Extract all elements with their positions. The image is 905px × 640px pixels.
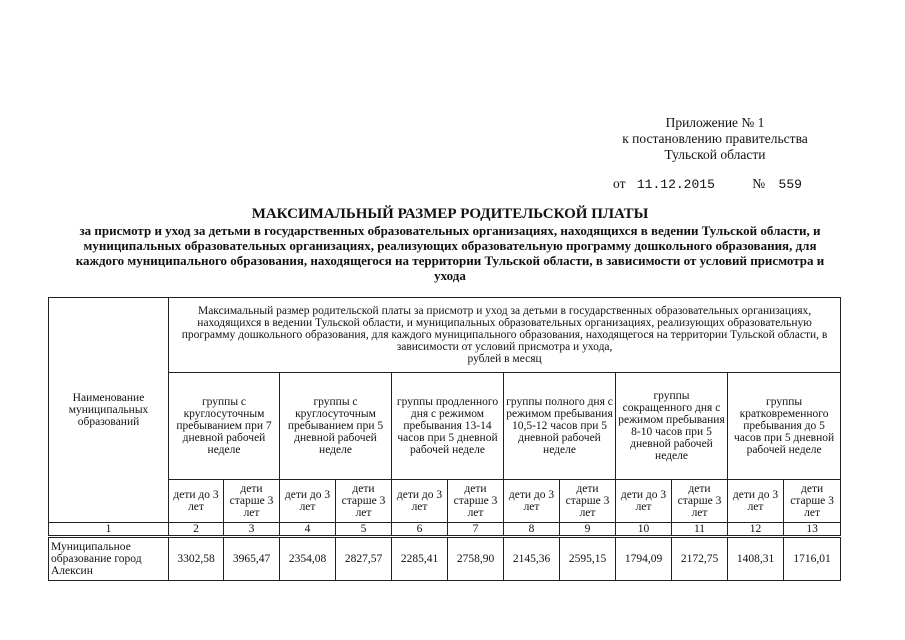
column-number: 10: [616, 523, 672, 537]
group-header-5: группы сокращенного дня с режимом пребывания 8-10 часов при 5 дневной рабочей неделе: [616, 373, 728, 480]
fee-value: 1794,09: [616, 537, 672, 581]
column-number: 7: [448, 523, 504, 537]
fee-value: 1408,31: [728, 537, 784, 581]
group-header-3: группы продленного дня с режимом пребывания 13-14 часов при 5 дневной рабочей неделе: [392, 373, 504, 480]
age-over3-header: дети старше 3 лет: [448, 480, 504, 523]
column-number: 3: [224, 523, 280, 537]
fee-value: 2827,57: [336, 537, 392, 581]
fee-value: 2354,08: [280, 537, 336, 581]
group-header-6: группы кратковременного пребывания до 5 часов при 5 дневной рабочей неделе: [728, 373, 841, 480]
decree-from-label: от: [613, 176, 626, 191]
age-under3-header: дети до 3 лет: [169, 480, 224, 523]
table-row: [49, 537, 841, 581]
fee-value: 2145,36: [504, 537, 560, 581]
age-over3-header: дети старше 3 лет: [336, 480, 392, 523]
decree-date: 11.12.2015: [636, 177, 715, 192]
annex-region: Тульской области: [664, 147, 766, 162]
municipality-name: Муниципальное образование город Алексин: [49, 537, 169, 581]
age-over3-header: дети старше 3 лет: [784, 480, 841, 523]
header-municipality: [49, 298, 169, 523]
column-number: 2: [169, 523, 224, 537]
annex-header: [560, 115, 870, 163]
column-number: 1: [49, 523, 169, 537]
header-max-fee-text: Максимальный размер родительской платы за присмотр и уход за детьми в государственных образовательных организациях, находящихся в ведении Тульской области, и муниципальных образовательных организациях, реализующих образовательную программу дошкольного образования, для каждого муниципального образования, находящегося на территории Тульской области, в зависимости от условий присмотра и ухода,: [181, 305, 828, 353]
header-max-fee-unit: рублей в месяц: [467, 353, 542, 365]
header-max-fee: [169, 298, 841, 373]
document-subtitle: за присмотр и уход за детьми в государственных образовательных организациях, находящихся в ведении Тульской области, и муниципальных образовательных организациях, реализующих образовательную программу дошкольного образования, для каждого муниципального образования, находящегося на территории Тульской области, в зависимости от условий присмотра и ухода: [75, 223, 825, 283]
fee-value: 3965,47: [224, 537, 280, 581]
fee-table: [48, 297, 841, 581]
column-number: 11: [672, 523, 728, 537]
age-over3-header: дети старше 3 лет: [224, 480, 280, 523]
age-under3-header: дети до 3 лет: [616, 480, 672, 523]
decree-number: 559: [778, 177, 802, 192]
column-number: 6: [392, 523, 448, 537]
column-number: 12: [728, 523, 784, 537]
annex-number: Приложение № 1: [665, 115, 765, 130]
age-over3-header: дети старше 3 лет: [560, 480, 616, 523]
fee-value: 2285,41: [392, 537, 448, 581]
group-header-2: группы с круглосуточным пребыванием при 5 дневной рабочей неделе: [280, 373, 392, 480]
fee-value: 3302,58: [169, 537, 224, 581]
annex-reference: к постановлению правительства: [622, 131, 808, 146]
fee-value: 2758,90: [448, 537, 504, 581]
decree-number-label: №: [752, 176, 766, 191]
age-under3-header: дети до 3 лет: [392, 480, 448, 523]
column-number: 8: [504, 523, 560, 537]
group-header-4: группы полного дня с режимом пребывания 10,5-12 часов при 5 дневной рабочей неделе: [504, 373, 616, 480]
fee-value: 2172,75: [672, 537, 728, 581]
column-number: 4: [280, 523, 336, 537]
column-number: 13: [784, 523, 841, 537]
age-under3-header: дети до 3 лет: [280, 480, 336, 523]
fee-value: 2595,15: [560, 537, 616, 581]
age-under3-header: дети до 3 лет: [728, 480, 784, 523]
column-number: 5: [336, 523, 392, 537]
document-title: МАКСИМАЛЬНЫЙ РАЗМЕР РОДИТЕЛЬСКОЙ ПЛАТЫ: [251, 206, 649, 222]
header-municipality-label: Наименование муниципальных образований: [68, 392, 149, 428]
age-over3-header: дети старше 3 лет: [672, 480, 728, 523]
decree-line: [613, 176, 802, 192]
column-number: 9: [560, 523, 616, 537]
age-under3-header: дети до 3 лет: [504, 480, 560, 523]
fee-value: 1716,01: [784, 537, 841, 581]
group-header-1: группы с круглосуточным пребыванием при 7 дневной рабочей неделе: [169, 373, 280, 480]
